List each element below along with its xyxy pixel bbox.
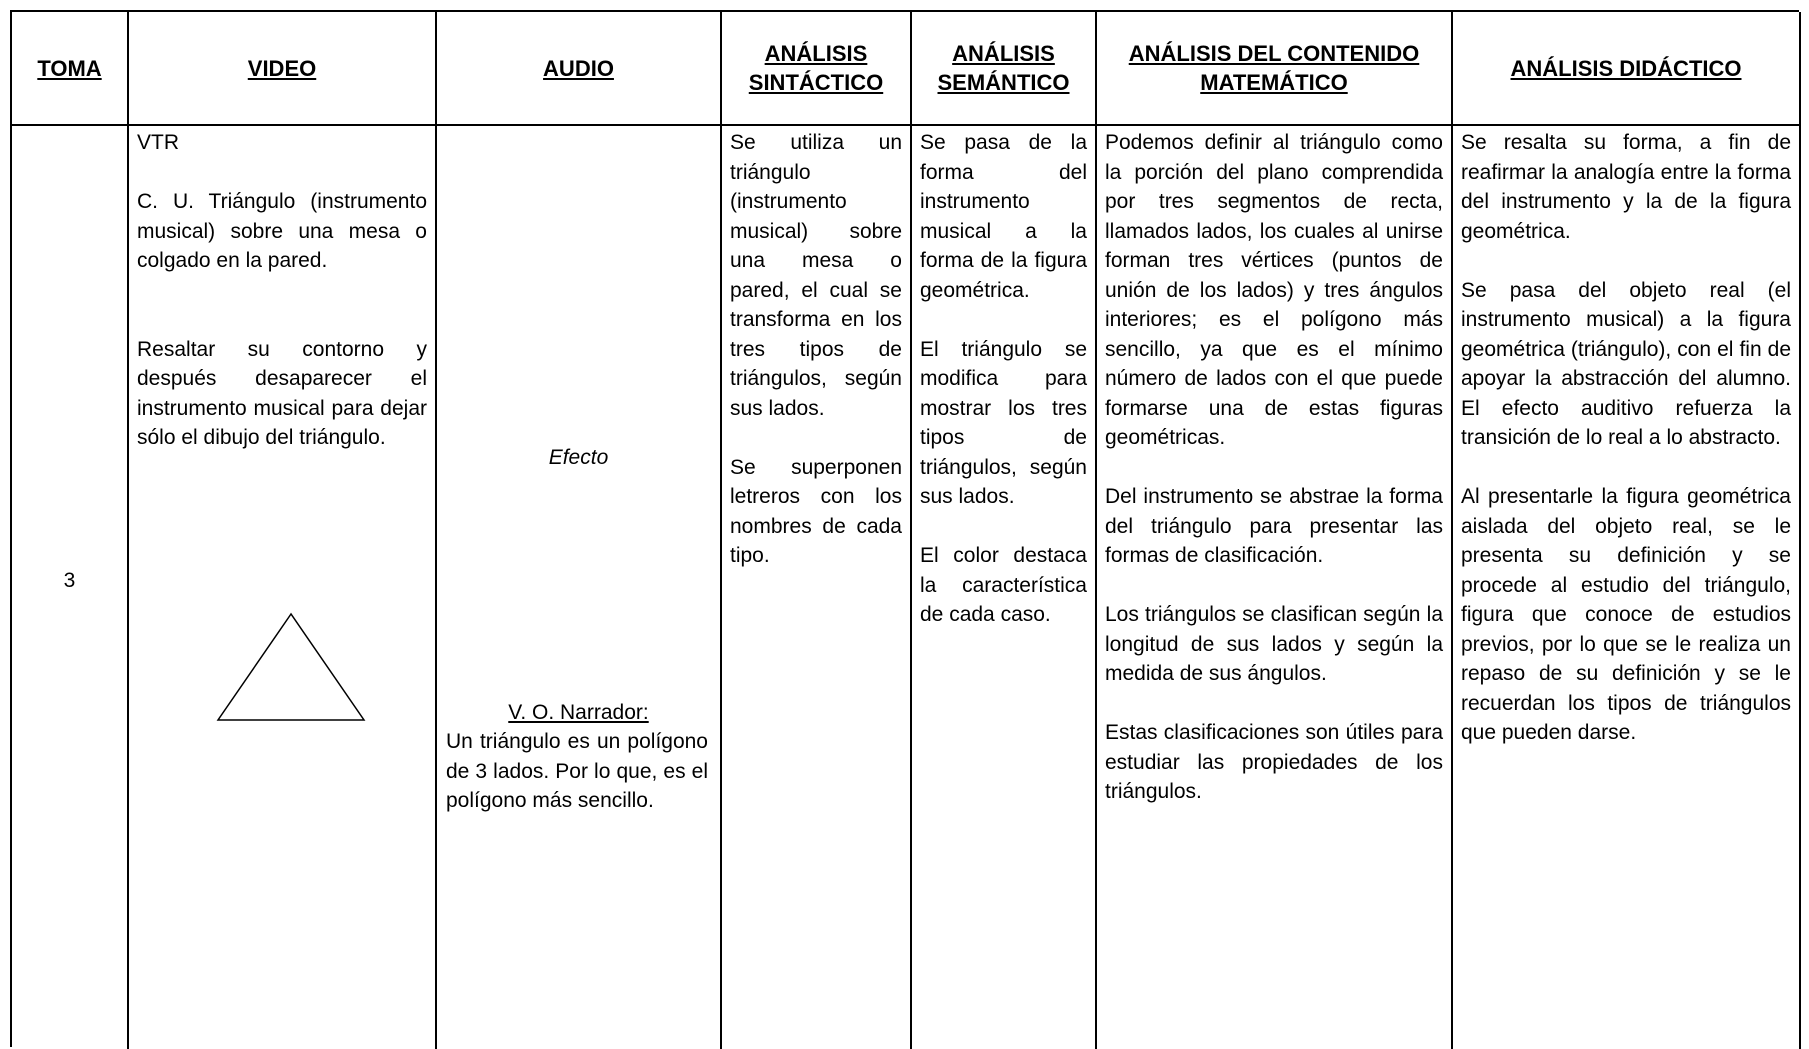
header-didactico-label: ANÁLISIS DIDÁCTICO xyxy=(1510,55,1742,81)
header-matematico-label xyxy=(1129,39,1420,97)
matematico-cell xyxy=(1097,126,1453,1049)
sintactico-p1: Se utiliza un triángulo (instrumento musical) sobre una mesa o pared, el cual se transforma en los tres tipos de triángulos, según sus lados. xyxy=(730,131,902,420)
didactico-p2: Se pasa del objeto real (el instrumento musical) a la figura geométrica (triángulo), con el fin de apoyar la abstracción del alumno. El efecto auditivo refuerza la transición de lo real a lo abstracto. xyxy=(1461,278,1791,449)
header-toma xyxy=(12,12,129,126)
matematico-p1: Podemos definir al triángulo como la porción del plano comprendida por tres segmentos de recta, llamados lados, los cuales al unirse forman tres vértices (puntos de unión de los lados) y tres ángulos interiores; es el polígono más sencillo, ya que es el mínimo número de lados con el que puede formarse una de estas figuras geométricas. xyxy=(1105,131,1443,449)
matematico-p4: Estas clasificaciones son útiles para estudiar las propiedades de los triángulos. xyxy=(1105,721,1443,803)
header-semantico-line2: SEMÁNTICO xyxy=(937,70,1070,95)
triangle-icon xyxy=(216,612,366,722)
semantico-p2: El triángulo se modifica para mostrar los tres tipos de triángulos, según sus lados. xyxy=(920,337,1087,508)
header-matematico-line1: ANÁLISIS DEL CONTENIDO xyxy=(1128,41,1420,66)
header-sintactico-line2: SINTÁCTICO xyxy=(748,70,884,95)
header-video xyxy=(129,12,437,126)
video-p1: VTR xyxy=(137,131,179,154)
toma-cell xyxy=(12,126,129,1049)
narrador-text: Un triángulo es un polígono de 3 lados. Por lo que, es el polígono más sencillo. xyxy=(446,730,708,812)
header-sintactico xyxy=(722,12,912,126)
header-didactico xyxy=(1453,12,1801,126)
video-p3: Resaltar su contorno y después desaparecer el instrumento musical para dejar sólo el dibujo del triángulo. xyxy=(137,337,427,449)
header-semantico xyxy=(912,12,1097,126)
header-audio xyxy=(437,12,722,126)
header-matematico xyxy=(1097,12,1453,126)
sintactico-p2: Se superponen letreros con los nombres de cada tipo. xyxy=(730,455,902,567)
header-video-label: VIDEO xyxy=(247,55,317,81)
header-toma-label: TOMA xyxy=(37,55,102,81)
semantico-cell xyxy=(912,126,1097,1049)
semantico-p3: El color destaca la característica de cada caso. xyxy=(920,544,1087,626)
audio-efecto: Efecto xyxy=(548,446,609,469)
video-p2: C. U. Triángulo (instrumento musical) sobre una mesa o colgado en la pared. xyxy=(137,190,427,272)
header-semantico-label xyxy=(938,39,1070,97)
header-sintactico-label xyxy=(749,39,883,97)
matematico-p3: Los triángulos se clasifican según la longitud de sus lados y según la medida de sus ángulos. xyxy=(1105,603,1443,685)
header-audio-label: AUDIO xyxy=(543,55,614,81)
matematico-p2: Del instrumento se abstrae la forma del triángulo para presentar las formas de clasificación. xyxy=(1105,485,1443,567)
didactico-p1: Se resalta su forma, a fin de reafirmar la analogía entre la forma del instrumento y la de la figura geométrica. xyxy=(1461,131,1791,243)
toma-number: 3 xyxy=(63,569,76,592)
audio-cell xyxy=(437,126,722,1049)
narrador-heading: V. O. Narrador: xyxy=(508,701,649,724)
didactico-p3: Al presentarle la figura geométrica aislada del objeto real, se le presenta su definición y se procede al estudio del triángulo, figura que conoce de estudios previos, por lo que se le realiza un repaso de su definición y se le recuerdan los tipos de triángulos que pueden darse. xyxy=(1461,485,1791,744)
sintactico-cell xyxy=(722,126,912,1049)
header-sintactico-line1: ANÁLISIS xyxy=(764,41,868,66)
didactico-cell xyxy=(1453,126,1801,1049)
semantico-p1: Se pasa de la forma del instrumento musical a la forma de la figura geométrica. xyxy=(920,131,1087,302)
storyboard-table xyxy=(10,10,1799,1047)
video-cell xyxy=(129,126,437,1049)
header-semantico-line1: ANÁLISIS xyxy=(952,41,1055,66)
header-matematico-line2: MATEMÁTICO xyxy=(1200,70,1348,95)
